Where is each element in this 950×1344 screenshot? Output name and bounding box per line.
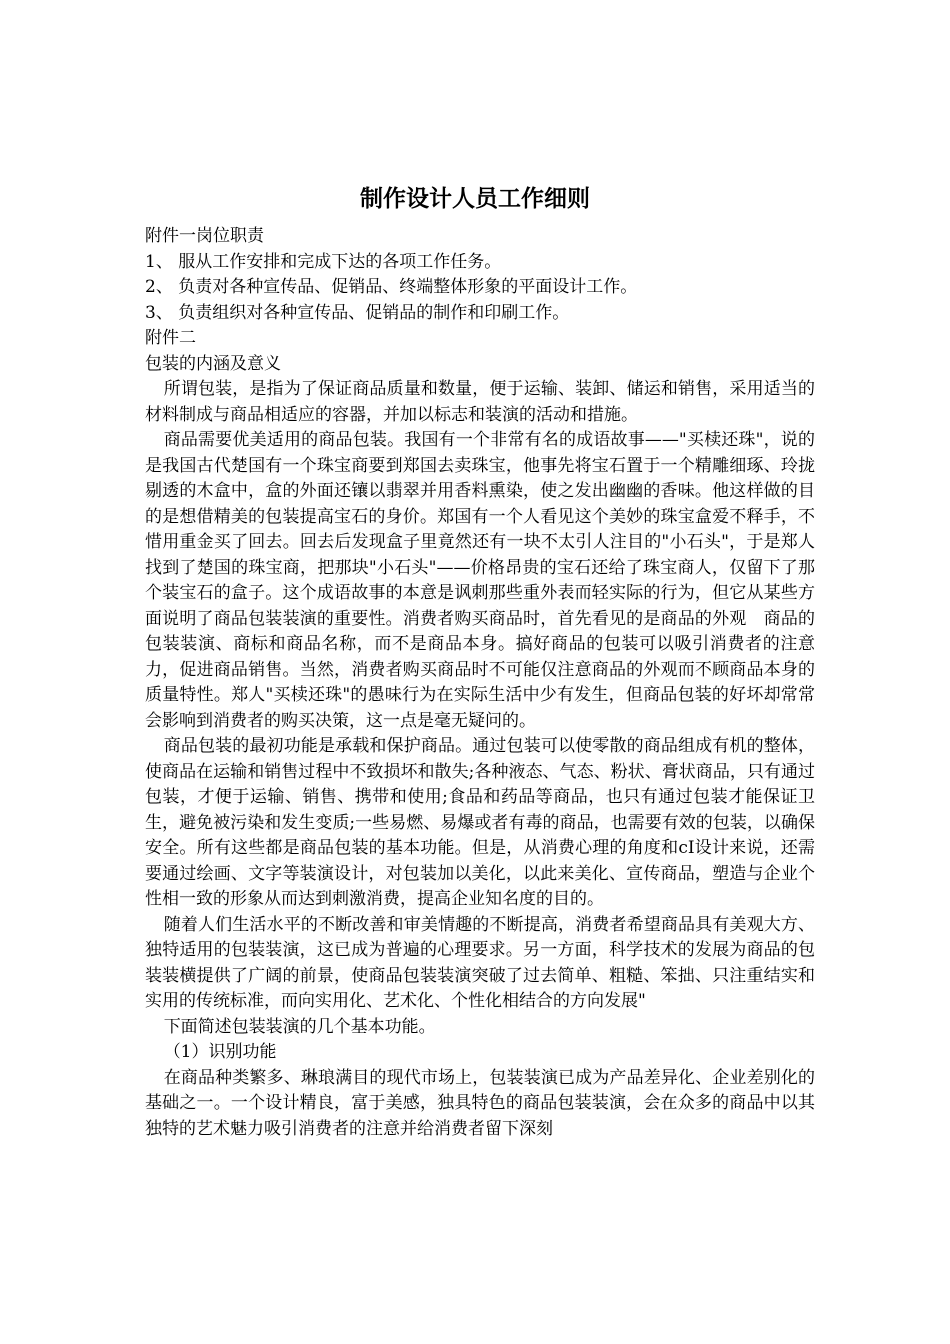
paragraph-intro-functions: 下面简述包装装演的几个基本功能。 — [163, 1016, 436, 1037]
paragraph-definition: 所谓包装，是指为了保证商品质量和数量，便于运输、装卸、储运和销售，采用适当的材料制成与商品相适应的容器，并加以标志和装演的活动和措施。 — [145, 379, 815, 425]
paragraph-trend: 随着人们生活水平的不断改善和审美情趣的不断提高，消费者希望商品具有美观大方、独特适用的包装装演，这已成为普遍的心理要求。另一方面，科学技术的发展为商品的包装装横提供了广阔的前景，使商品包装装演突破了过去简单、粗糙、笨拙、只注重结实和实用的传统标准，而向实用化、艺术化、个性化相结合的方向发展" — [145, 914, 815, 1011]
section-heading-attachment-one: 附件一岗位职责 — [145, 226, 264, 246]
section-heading-attachment-two: 附件二 — [145, 328, 196, 348]
paragraph-identification: 在商品种类繁多、琳琅满目的现代市场上，包装装演已成为产品差异化、企业差别化的基础之一。一个设计精良，富于美感，独具特色的商品包装装演，会在众多的商品中以其独特的艺术魅力吸引消费者的注意并给消费者留下深刻 — [145, 1067, 815, 1139]
section-subheading-packaging: 包装的内涵及意义 — [145, 353, 281, 374]
document-body — [145, 224, 815, 1142]
duty-item-2: 2、 负责对各种宣传品、促销品、终端整体形象的平面设计工作。 — [145, 277, 638, 297]
duty-item-3: 3、 负责组织对各种宣传品、促销品的制作和印刷工作。 — [145, 302, 570, 323]
paragraph-function: 商品包装的最初功能是承载和保护商品。通过包装可以使零散的商品组成有机的整体，使商品在运输和销售过程中不致损坏和散失;各种液态、气态、粉状、膏状商品，只有通过包装，才便于运输、销售、携带和使用;食品和药品等商品，也只有通过包装才能保证卫生，避免被污染和发生变质;一些易燃、易爆或者有毒的商品，也需要有效的包装，以确保安全。所有这些都是商品包装的基本功能。但是，从消费心理的角度和cI设计来说，还需要通过绘画、文字等装演设计，对包装加以美化，以此来美化、宣传商品，塑造与企业个性相一致的形象从而达到刺激消费，提高企业知名度的目的。 — [145, 736, 815, 909]
paragraph-heading-identification: （1）识别功能 — [163, 1042, 277, 1062]
duty-item-1: 1、 服从工作安排和完成下达的各项工作任务。 — [145, 251, 502, 272]
paragraph-story: 商品需要优美适用的商品包装。我国有一个非常有名的成语故事——"买椟还珠"，说的是我国古代楚国有一个珠宝商要到郑国去卖珠宝，他事先将宝石置于一个精雕细琢、玲拢剔透的木盒中，盒的外面还镶以翡翠并用香料熏染，使之发出幽幽的香味。他这样做的目的是想借精美的包装提高宝石的身价。郑国有一个人看见这个美妙的珠宝盒爱不释手，不惜用重金买了回去。回去后发现盒子里竟然还有一块不太引人注目的"小石头"，于是郑人找到了楚国的珠宝商，把那块"小石头"——价格昂贵的宝石还给了珠宝商人，仅留下了那个装宝石的盒子。这个成语故事的本意是讽刺那些重外表而轻实际的行为，但它从某些方面说明了商品包装装演的重要性。消费者购买商品时，首先看见的是商品的外观 商品的包装装演、商标和商品名称，而不是商品本身。搞好商品的包装可以吸引消费者的注意力，促进商品销售。当然，消费者购买商品时不可能仅注意商品的外观而不顾商品本身的质量特性。郑人"买椟还珠"的愚味行为在实际生活中少有发生，但商品包装的好坏却常常会影响到消费者的购买决策，这一点是毫无疑问的。 — [145, 430, 815, 731]
document-title: 制作设计人员工作细则 — [360, 186, 590, 212]
